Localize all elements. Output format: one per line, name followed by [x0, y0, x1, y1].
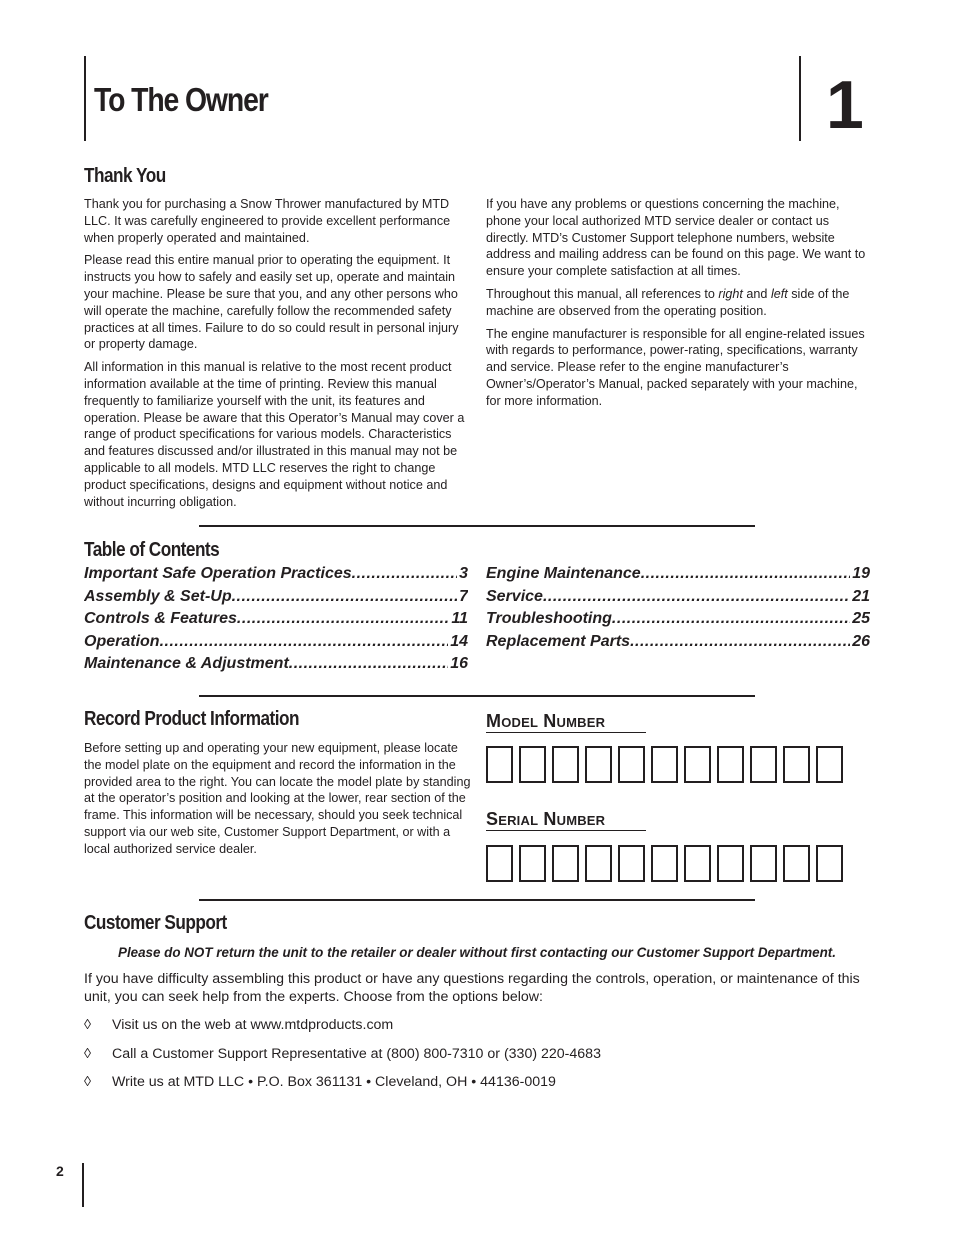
right-emphasis: right: [718, 286, 743, 301]
toc-leader: [641, 565, 851, 583]
support-note: Please do NOT return the unit to the retailer or dealer without first contacting our Customer Support Department.: [118, 945, 836, 960]
serial-digit-box[interactable]: [486, 845, 513, 882]
thank-you-right-column: [486, 196, 872, 416]
toc-label: Important Safe Operation Practices: [84, 565, 352, 582]
record-heading: Record Product Information: [84, 708, 299, 730]
toc-entry[interactable]: [84, 633, 468, 656]
model-digit-box[interactable]: [750, 746, 777, 783]
footer-rule: [82, 1163, 84, 1207]
toc-leader: [289, 655, 448, 673]
text-span: and: [742, 286, 771, 301]
toc-label: Controls & Features: [84, 610, 237, 627]
page-number: 2: [56, 1163, 64, 1179]
model-number-label: Model Number: [486, 710, 646, 733]
toc-entry[interactable]: [486, 610, 870, 633]
chapter-rule: [799, 56, 801, 141]
thank-you-paragraph: Please read this entire manual prior to operating the equipment. It instructs you how to safely and easily set up, operate and maintain your machine. Please be sure that you, and any other persons who will operate the machine, carefully follow the recommended safety practices at all times. Failure to do so could result in personal injury or property damage.: [84, 253, 459, 352]
serial-digit-box[interactable]: [816, 845, 843, 882]
support-options: [84, 1017, 870, 1103]
serial-number-boxes: [486, 845, 843, 882]
toc-label: Troubleshooting: [486, 610, 612, 627]
diamond-bullet-icon: ◊: [84, 1074, 92, 1090]
thank-you-heading: Thank You: [84, 165, 166, 187]
toc-page: 19: [852, 565, 870, 582]
toc-label: Replacement Parts: [486, 632, 631, 650]
toc-leader: [232, 588, 458, 606]
diamond-bullet-icon: ◊: [84, 1045, 92, 1062]
toc-leader: [630, 633, 850, 651]
thank-you-left-column: [84, 196, 470, 516]
toc-heading: Table of Contents: [84, 539, 220, 561]
model-digit-box[interactable]: [486, 746, 513, 783]
toc-entry[interactable]: [486, 565, 870, 588]
option-phone[interactable]: Call a Customer Support Representative at (800) 800-7310 or (330) 220-4683: [112, 1045, 601, 1062]
engine-paragraph: The engine manufacturer is responsible for all engine-related issues with regards to performance, power-rating, specifications, warranty and service. Please refer to the engine manufacturer’s Owner’s/Operator’s Manual, packed separately with your machine, for more information.: [486, 326, 865, 408]
support-option: [84, 1046, 870, 1075]
support-body: If you have difficulty assembling this product or have any questions regarding the controls, operation, or maintenance of this unit, you can seek help from the experts. Choose from the options below:: [84, 971, 860, 1005]
section-divider: [199, 899, 755, 901]
toc-leader: [543, 588, 850, 606]
option-web[interactable]: Visit us on the web at www.mtdproducts.com: [112, 1017, 394, 1033]
serial-digit-box[interactable]: [717, 845, 744, 882]
serial-digit-box[interactable]: [783, 845, 810, 882]
model-digit-box[interactable]: [684, 746, 711, 783]
record-body: Before setting up and operating your new equipment, please locate the model plate on the equipment and record the information in the provided area to the right. You can locate the model plate by standing at the operator’s position and looking at the lower, rear section of the frame. This information will be necessary, should you seek technical support via our web site, Customer Support Department, or with a local authorized service dealer.: [84, 741, 471, 856]
model-digit-box[interactable]: [816, 746, 843, 783]
serial-digit-box[interactable]: [519, 845, 546, 882]
toc-label: Engine Maintenance: [486, 565, 641, 582]
model-digit-box[interactable]: [717, 746, 744, 783]
serial-digit-box[interactable]: [618, 845, 645, 882]
model-digit-box[interactable]: [618, 746, 645, 783]
model-digit-box[interactable]: [552, 746, 579, 783]
model-digit-box[interactable]: [585, 746, 612, 783]
serial-digit-box[interactable]: [651, 845, 678, 882]
model-digit-box[interactable]: [651, 746, 678, 783]
section-divider: [199, 695, 755, 697]
serial-digit-box[interactable]: [552, 845, 579, 882]
model-digit-box[interactable]: [783, 746, 810, 783]
page-title: To The Owner: [94, 81, 268, 118]
toc-entry[interactable]: [84, 588, 468, 611]
toc-page: 25: [852, 610, 870, 627]
toc-page: 14: [450, 632, 468, 650]
title-rule: [84, 56, 86, 141]
support-heading: Customer Support: [84, 912, 227, 934]
support-option: [84, 1017, 870, 1046]
serial-digit-box[interactable]: [750, 845, 777, 882]
section-divider: [199, 525, 755, 527]
text-span: side of the machine are observed from the operating position.: [486, 286, 850, 318]
toc-right-column: [486, 565, 870, 655]
toc-entry[interactable]: [84, 610, 468, 633]
thank-you-paragraph: All information in this manual is relative to the most recent product information available at the time of printing. Review this manual frequently to familiarize yourself with the unit, its features and operation. Please be aware that this Operator’s Manual may cover a range of product specifications for various models. Characteristics and features discussed and/or illustrated in this manual may not be applicable to all models. MTD LLC reserves the right to change product specifications, designs and equipment without notice and without incurring obligation.: [84, 360, 465, 509]
toc-entry[interactable]: [486, 633, 870, 656]
toc-entry[interactable]: [84, 655, 468, 678]
diamond-bullet-icon: ◊: [84, 1017, 92, 1033]
toc-left-column: [84, 565, 468, 678]
toc-label: Assembly & Set-Up: [84, 587, 232, 605]
chapter-number: 1: [826, 67, 862, 143]
toc-leader: [160, 633, 449, 651]
toc-page: 21: [852, 587, 870, 605]
text-span: Throughout this manual, all references to: [486, 286, 719, 301]
toc-page: 11: [451, 610, 468, 627]
model-digit-box[interactable]: [519, 746, 546, 783]
toc-leader: [237, 610, 449, 628]
serial-digit-box[interactable]: [684, 845, 711, 882]
thank-you-paragraph: Thank you for purchasing a Snow Thrower manufactured by MTD LLC. It was carefully engineered to provide excellent performance when properly operated and maintained.: [84, 197, 451, 245]
toc-page: 7: [459, 587, 468, 605]
serial-number-label: Serial Number: [486, 808, 646, 831]
toc-label: Maintenance & Adjustment: [84, 655, 289, 672]
toc-page: 3: [459, 565, 468, 582]
support-option: [84, 1074, 870, 1103]
option-mail: Write us at MTD LLC • P.O. Box 361131 • Cleveland, OH • 44136-0019: [112, 1074, 556, 1090]
thank-you-paragraph: If you have any problems or questions concerning the machine, phone your local authorized MTD service dealer or contact us directly. MTD’s Customer Support telephone numbers, website address and mailing address can be found on this page. We want to ensure your complete satisfaction at all times.: [486, 197, 866, 279]
toc-leader: [352, 565, 457, 583]
toc-page: 16: [450, 655, 468, 672]
toc-label: Operation: [84, 632, 160, 650]
model-number-boxes: [486, 746, 843, 783]
left-emphasis: left: [770, 286, 788, 301]
serial-digit-box[interactable]: [585, 845, 612, 882]
toc-page: 26: [852, 632, 870, 650]
toc-leader: [612, 610, 850, 628]
toc-entry[interactable]: [84, 565, 468, 588]
toc-entry[interactable]: [486, 588, 870, 611]
orientation-paragraph: [486, 286, 872, 320]
toc-label: Service: [486, 587, 543, 605]
